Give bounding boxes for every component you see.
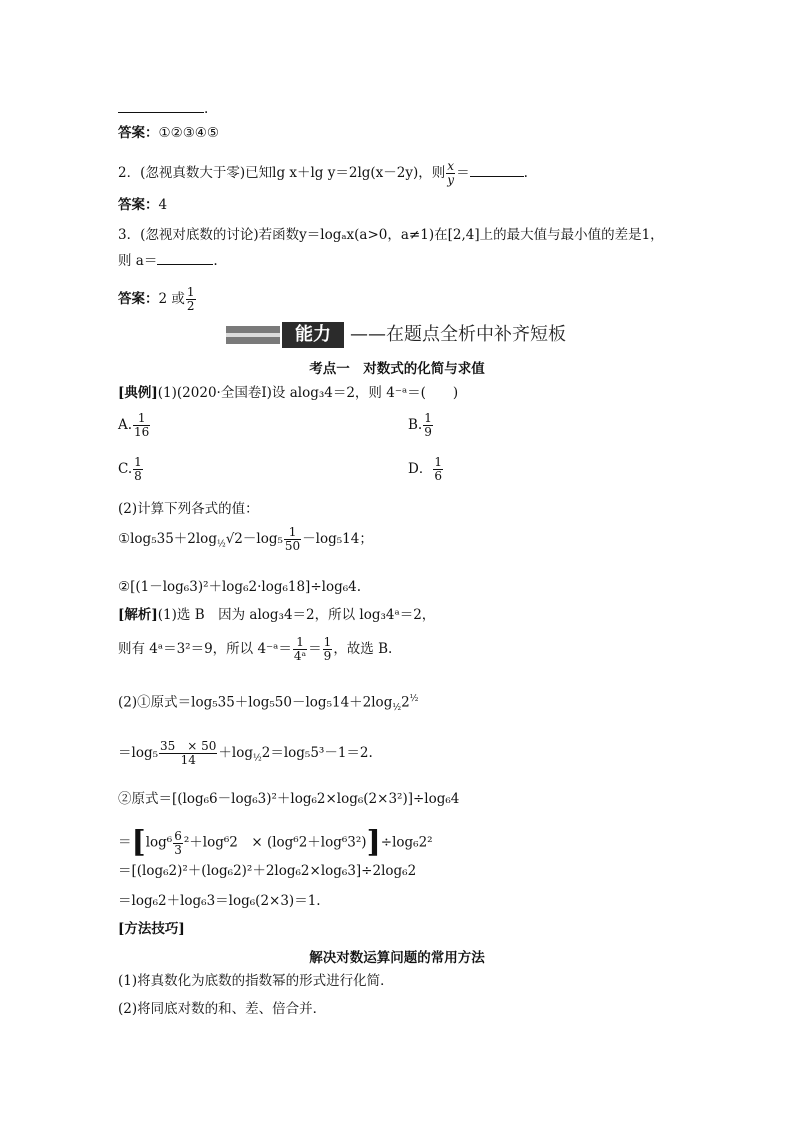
solution-label: [解析] [118,607,158,623]
answer-value: ①②③④⑤ [158,125,220,141]
answer-value: 2 或 [158,291,185,307]
method-item-1: (1)将真数化为底数的指数幂的形式进行化简． [118,973,394,989]
example-stem [118,384,458,402]
solution-line-2: 则有 4ᵃ＝3²＝9，所以 4⁻ᵃ＝ $\frac{1}{\text{4ᵃ}}$ ＝ $\frac{1}{9}$ ，故选 B. [118,635,393,663]
question-2-text: 2．(忽视真数大于零)已知lg x＋lg y＝2lg(x－2y)，则 [118,165,446,181]
fraction-x-over-y: $\frac{x}{y}$ [447,159,455,187]
method-title: 解决对数运算问题的常用方法 [309,950,485,966]
solution-line-5: ②原式＝[(log₆6－log₆3)²＋log₆2×log₆(2×3²)]÷log₆4 [118,791,460,807]
section-title: 考点一 对数式的化简与求值 [309,361,485,377]
solution-line-8: ＝log₆2＋log₆3＝log₆(2×3)＝1. [118,893,321,909]
option-c: C. $\frac{1}{8}$ [118,455,142,483]
answer-blank [157,252,213,265]
banner-label: 能力 [282,322,344,348]
question-2: 2．(忽视真数大于零)已知lg x＋lg y＝2lg(x－2y)，则 $\frac{x}{y}$ ＝ . [118,159,528,187]
example-label: [典例] [118,385,158,401]
section-banner [226,320,566,350]
answer-2 [118,196,167,214]
option-b: B. $\frac{1}{9}$ [408,411,432,439]
question-3-line2: 则 a＝ . [118,253,218,269]
answer-3 [118,286,197,313]
part-2-heading: (2)计算下列各式的值： [118,501,259,517]
answer-label: 答案： [118,197,159,213]
method-label: [方法技巧] [118,921,185,937]
banner-stripe [226,333,280,337]
blank-line: . [118,100,208,118]
method-item-2: (2)将同底对数的和、差、倍合并． [118,1001,327,1017]
question-3-line1: 3．(忽视对底数的讨论)若函数y＝logₐx(a>0，a≠1)在[2,4]上的最大值与最小值的差是1， [118,227,664,243]
answer-label: 答案： [118,125,159,141]
expression-2: ②[(1－log₆3)²＋log₆2·log₆18]÷log₆4. [118,579,362,595]
fraction-half: $\frac{1}{2}$ [186,285,195,313]
answer-1 [118,124,219,142]
banner-subtitle: ——在题点全析中补齐短板 [350,324,566,345]
solution-line-1: [解析](1)选 B 因为 alog₃4＝2，所以 log₃4ᵃ＝2， [118,607,436,623]
solution-line-7: ＝[(log₆2)²＋(log₆2)²＋2log₆2×log₆3]÷2log₆2 [118,863,417,879]
example-text: (1)(2020·全国卷Ⅰ)设 alog₃4＝2，则 4⁻ᵃ＝( ) [157,385,459,401]
option-a: A. $\frac{1}{16}$ [118,411,150,439]
solution-line-6: ＝[log⁶ $\frac{6}{3}$ ²＋log⁶2 × (log⁶2＋log⁶3²)]÷log₆2² [118,825,433,860]
option-d: D． $\frac{1}{6}$ [408,455,442,483]
answer-label: 答案： [118,291,159,307]
solution-line-4: ＝log₅ $\frac{35 \times 50}{14}$ $+\log_{\frac{1}{2}}2=\log_55^3-1=2$. [118,739,373,767]
answer-blank [118,100,204,113]
answer-blank [470,164,524,177]
solution-line-3: (2)①原式$=\log_535+\log_550-\log_514+2\log_{\frac{1}{2}}2^{\frac{1}{2}}$ [118,694,419,714]
expression-1: $①\log_535+2\log_{\frac{1}{2}}√2-\log_5$ $\frac{1}{50}$ －log₅14； [118,525,373,553]
answer-value: 4 [158,197,168,213]
